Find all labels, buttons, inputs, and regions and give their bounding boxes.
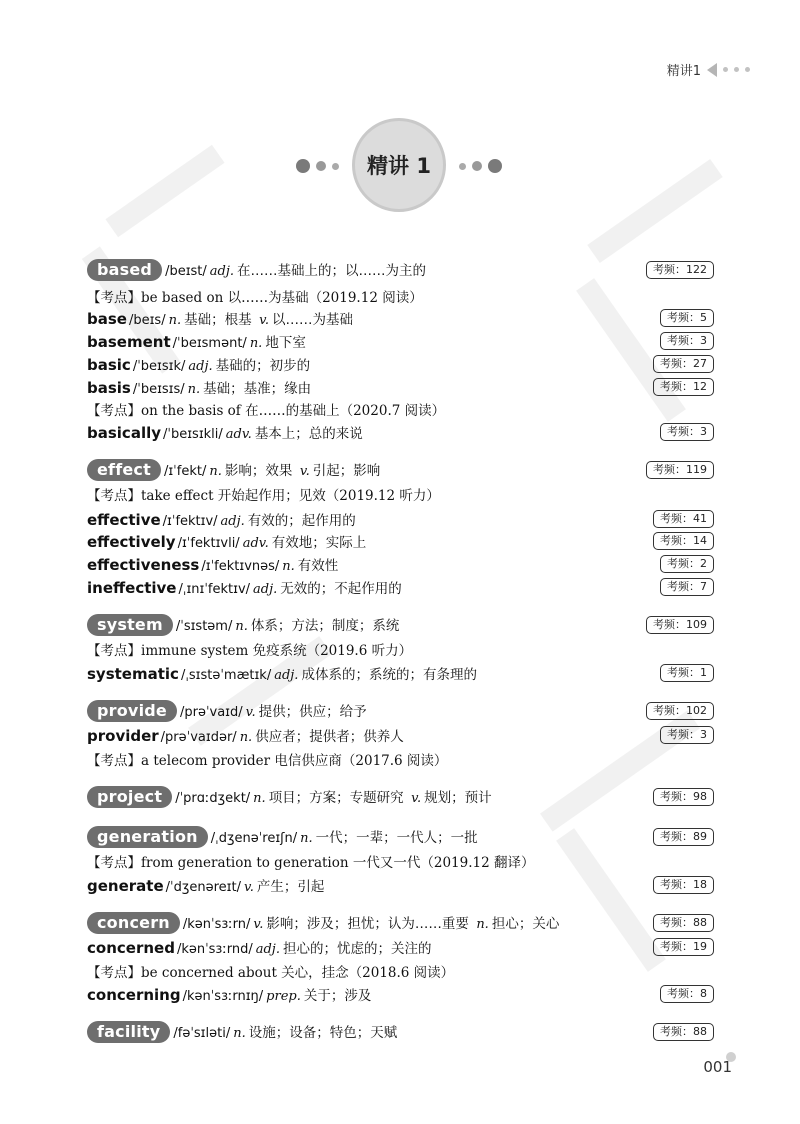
pronunciation: /ˌɪnɪˈfektɪv/ <box>178 582 251 597</box>
exam-point-text: 【考点】be concerned about 关心，挂念（2018.6 阅读） <box>87 965 455 981</box>
exam-point-text: 【考点】take effect 开始起作用；见效（2019.12 听力） <box>87 488 440 504</box>
derived-word: basis <box>87 379 131 397</box>
derived-word: effectiveness <box>87 556 200 574</box>
entry-content <box>87 826 653 848</box>
definition: 设施；设备；特色；天赋 <box>248 1025 398 1041</box>
entry-content <box>87 308 660 328</box>
exam-point-note <box>87 638 714 660</box>
entry-content <box>87 1021 653 1043</box>
definition: 影响；效果 <box>224 463 293 479</box>
definition: 规划；预计 <box>424 790 492 806</box>
entry-content <box>87 399 714 419</box>
headword-entry <box>87 612 714 638</box>
entry-content <box>87 912 653 934</box>
frequency-badge: 考频：88 <box>653 914 714 932</box>
headword-pill: effect <box>87 459 161 481</box>
entry-content <box>87 554 660 574</box>
part-of-speech: adj. <box>274 668 299 683</box>
headword-pill: system <box>87 614 173 636</box>
part-of-speech: v. <box>245 705 256 720</box>
section-header-tag <box>667 60 750 79</box>
definition: 产生；引起 <box>256 879 325 895</box>
definition: 项目；方案；专题研究 <box>268 790 404 806</box>
definition: 担心的；忧虑的；关注的 <box>282 941 432 957</box>
decor-dot <box>488 159 502 173</box>
exam-point-text: 【考点】on the basis of 在……的基础上（2020.7 阅读） <box>87 403 446 419</box>
headword-pill: project <box>87 786 172 808</box>
pronunciation: /beɪs/ <box>128 313 166 328</box>
dot-icon <box>723 67 728 72</box>
entry-content <box>87 422 660 442</box>
definition: 基础；根基 <box>184 312 252 328</box>
definition: 有效地；实际上 <box>271 535 367 551</box>
entry-content <box>87 749 714 769</box>
part-of-speech: v. <box>411 791 422 806</box>
frequency-badge: 考频：7 <box>660 578 714 596</box>
derived-word: concerning <box>87 986 181 1004</box>
headword-entry <box>87 784 714 810</box>
part-of-speech: n. <box>187 382 201 397</box>
exam-point-note <box>87 398 714 420</box>
pronunciation: /ˈprɑːdʒekt/ <box>175 791 251 806</box>
pronunciation: /ɪˈfektɪvnəs/ <box>201 559 280 574</box>
entry-content <box>87 875 653 895</box>
pronunciation: /kənˈsɜːrnɪŋ/ <box>182 989 264 1004</box>
definition: 体系；方法；制度；系统 <box>250 618 400 634</box>
part-of-speech: n. <box>239 730 253 745</box>
entry-content <box>87 961 714 981</box>
pronunciation: /ˈbeɪsɪs/ <box>132 382 185 397</box>
entry-content <box>87 937 653 957</box>
definition: 关于；涉及 <box>303 988 372 1004</box>
entry-content <box>87 725 660 745</box>
headword-entry <box>87 824 714 850</box>
derived-word: systematic <box>87 665 179 683</box>
frequency-badge: 考频：5 <box>660 309 714 327</box>
decor-dot <box>472 161 482 171</box>
exam-point-note <box>87 960 714 982</box>
pronunciation: /fəˈsɪləti/ <box>173 1026 231 1041</box>
headword-pill: concern <box>87 912 180 934</box>
definition: 基本上；总的来说 <box>254 426 363 442</box>
part-of-speech: adj. <box>255 942 280 957</box>
entry-content <box>87 663 660 683</box>
derived-word: ineffective <box>87 579 177 597</box>
page-number: 001 <box>703 1058 732 1076</box>
page-title: 精讲 1 <box>352 118 446 212</box>
derived-word-entry <box>87 353 714 375</box>
derived-word-entry <box>87 530 714 552</box>
derived-word: basically <box>87 424 162 442</box>
frequency-badge: 考频：102 <box>646 702 714 720</box>
frequency-badge: 考频：1 <box>660 664 714 682</box>
definition: 引起；影响 <box>312 463 381 479</box>
headword-entry <box>87 698 714 724</box>
pronunciation: /beɪst/ <box>165 264 207 279</box>
derived-word-entry <box>87 662 714 684</box>
frequency-badge: 考频：3 <box>660 423 714 441</box>
definition: 基础；基准；缘由 <box>203 381 312 397</box>
pronunciation: /prəˈvaɪdər/ <box>160 730 237 745</box>
part-of-speech: v. <box>253 917 264 932</box>
pronunciation: /ˈdʒenəreɪt/ <box>165 880 241 895</box>
decor-dot <box>459 163 466 170</box>
part-of-speech: n. <box>282 559 295 574</box>
derived-word-entry <box>87 330 714 352</box>
pronunciation: /ˈbeɪsɪkli/ <box>163 427 223 442</box>
dot-icon <box>745 67 750 72</box>
headword-pill: facility <box>87 1021 170 1043</box>
frequency-badge: 考频：98 <box>653 788 714 806</box>
pronunciation: /ˈbeɪsmənt/ <box>172 336 247 351</box>
derived-word: basic <box>87 356 131 374</box>
section-label: 精讲1 <box>666 64 701 79</box>
derived-word: effectively <box>87 533 176 551</box>
entry-content <box>87 577 660 597</box>
definition: 基础的；初步的 <box>215 358 311 374</box>
definition: 有效性 <box>297 558 339 574</box>
derived-word: generate <box>87 877 164 895</box>
part-of-speech: n. <box>233 1026 246 1041</box>
entry-content <box>87 639 714 659</box>
exam-point-note <box>87 850 714 872</box>
frequency-badge: 考频：2 <box>660 555 714 573</box>
derived-word-entry <box>87 553 714 575</box>
decor-dot <box>332 163 339 170</box>
headword-pill: based <box>87 259 162 281</box>
frequency-badge: 考频：27 <box>653 355 714 373</box>
title-badge <box>0 118 800 218</box>
definition: 担心；关心 <box>491 916 560 932</box>
headword-pill: generation <box>87 826 208 848</box>
definition: 影响；涉及；担忧；认为……重要 <box>266 916 469 932</box>
derived-word: basement <box>87 333 171 351</box>
triangle-marker-icon <box>707 63 717 77</box>
headword-entry <box>87 457 714 483</box>
definition: 提供；供应；给予 <box>258 704 367 720</box>
frequency-badge: 考频：41 <box>653 510 714 528</box>
pronunciation: /ˈsɪstəm/ <box>175 619 233 634</box>
definition: 有效的；起作用的 <box>247 513 356 529</box>
headword-entry <box>87 910 714 936</box>
derived-word: effective <box>87 511 161 529</box>
pronunciation: /kənˈsɜːrnd/ <box>176 942 253 957</box>
part-of-speech: n. <box>235 619 248 634</box>
frequency-badge: 考频：3 <box>660 726 714 744</box>
part-of-speech: v. <box>259 313 269 328</box>
part-of-speech: adv. <box>242 536 269 551</box>
derived-word-entry <box>87 983 714 1005</box>
derived-word-entry <box>87 576 714 598</box>
part-of-speech: prep. <box>266 989 301 1004</box>
pronunciation: /ɪˈfekt/ <box>163 464 207 479</box>
entry-content <box>87 459 646 481</box>
part-of-speech: adj. <box>253 582 278 597</box>
decor-dot <box>316 161 326 171</box>
derived-word-entry <box>87 307 714 329</box>
entry-content <box>87 786 653 808</box>
entry-content <box>87 531 653 551</box>
headword-pill: provide <box>87 700 177 722</box>
part-of-speech: n. <box>253 791 266 806</box>
pronunciation: /ˌsɪstəˈmætɪk/ <box>180 668 272 683</box>
frequency-badge: 考频：88 <box>653 1023 714 1041</box>
part-of-speech: adj. <box>209 264 235 279</box>
definition: 供应者；提供者；供养人 <box>255 729 404 745</box>
entry-content <box>87 331 660 351</box>
entry-content <box>87 354 653 374</box>
exam-point-text: 【考点】a telecom provider 电信供应商（2017.6 阅读） <box>87 753 448 769</box>
definition: 一代；一辈；一代人；一批 <box>315 830 478 846</box>
headword-entry <box>87 257 714 283</box>
frequency-badge: 考频：12 <box>653 378 714 396</box>
decor-dot <box>296 159 310 173</box>
part-of-speech: n. <box>476 917 489 932</box>
part-of-speech: n. <box>168 313 182 328</box>
part-of-speech: adv. <box>225 427 252 442</box>
frequency-badge: 考频：109 <box>646 616 714 634</box>
part-of-speech: n. <box>300 831 313 846</box>
definition: 无效的；不起作用的 <box>280 581 402 597</box>
entry-content <box>87 509 653 529</box>
entry-content <box>87 614 646 636</box>
entry-content <box>87 984 660 1004</box>
derived-word: base <box>87 310 127 328</box>
frequency-badge: 考频：18 <box>653 876 714 894</box>
part-of-speech: adj. <box>220 514 245 529</box>
derived-word-entry <box>87 508 714 530</box>
part-of-speech: n. <box>249 336 263 351</box>
entry-content <box>87 700 646 722</box>
pronunciation: /ˈbeɪsɪk/ <box>132 359 186 374</box>
part-of-speech: adj. <box>188 359 213 374</box>
pronunciation: /ɪˈfektɪvli/ <box>177 536 240 551</box>
definition: 以……为基础 <box>272 312 353 328</box>
derived-word-entry <box>87 936 714 958</box>
pronunciation: /prəˈvaɪd/ <box>179 705 243 720</box>
derived-word: concerned <box>87 939 175 957</box>
definition: 在……基础上的；以……为主的 <box>237 263 427 279</box>
derived-word-entry <box>87 376 714 398</box>
entry-content <box>87 377 653 397</box>
dot-icon <box>734 67 739 72</box>
part-of-speech: v. <box>299 464 310 479</box>
entry-content <box>87 286 714 306</box>
frequency-badge: 考频：119 <box>646 461 714 479</box>
frequency-badge: 考频：19 <box>653 938 714 956</box>
entry-content <box>87 259 646 281</box>
entry-content <box>87 851 714 871</box>
exam-point-note <box>87 483 714 505</box>
definition: 地下室 <box>265 335 306 351</box>
derived-word-entry <box>87 724 714 746</box>
exam-point-text: 【考点】immune system 免疫系统（2019.6 听力） <box>87 643 413 659</box>
frequency-badge: 考频：89 <box>653 828 714 846</box>
frequency-badge: 考频：122 <box>646 261 714 279</box>
derived-word-entry <box>87 874 714 896</box>
exam-point-text: 【考点】be based on 以……为基础（2019.12 阅读） <box>87 290 423 306</box>
exam-point-text: 【考点】from generation to generation 一代又一代（2019.12 翻译） <box>87 855 535 871</box>
headword-entry <box>87 1019 714 1045</box>
pronunciation: /ˌdʒenəˈreɪʃn/ <box>210 831 298 846</box>
derived-word: provider <box>87 727 159 745</box>
frequency-badge: 考频：14 <box>653 532 714 550</box>
derived-word-entry <box>87 421 714 443</box>
part-of-speech: v. <box>243 880 254 895</box>
frequency-badge: 考频：3 <box>660 332 714 350</box>
definition: 成体系的；系统的；有条理的 <box>301 667 477 683</box>
part-of-speech: n. <box>209 464 222 479</box>
frequency-badge: 考频：8 <box>660 985 714 1003</box>
pronunciation: /kənˈsɜːrn/ <box>182 917 251 932</box>
pronunciation: /ɪˈfektɪv/ <box>162 514 218 529</box>
exam-point-note <box>87 285 714 307</box>
entry-content <box>87 484 714 504</box>
exam-point-note <box>87 748 714 770</box>
